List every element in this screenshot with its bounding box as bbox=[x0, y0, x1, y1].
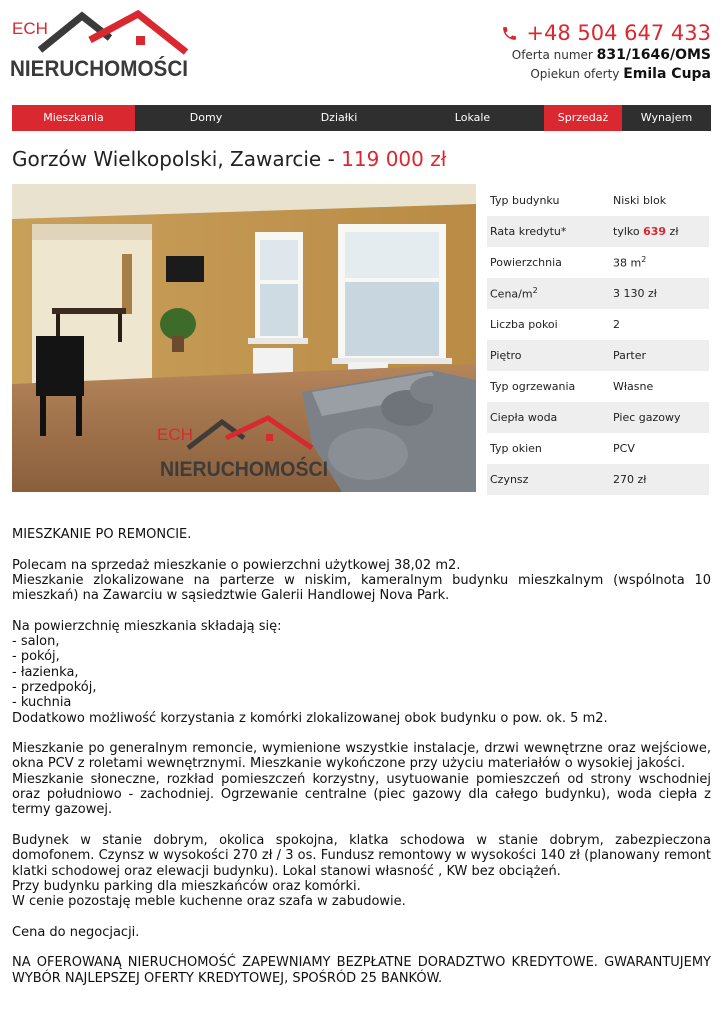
param-key: Rata kredytu* bbox=[490, 225, 567, 238]
contact-info bbox=[501, 20, 711, 84]
param-key: Typ budynku bbox=[490, 194, 560, 207]
description-line: Dodatkowo możliwość korzystania z komórki zlokalizowanej obok budynku o pow. ok. 5 m2. bbox=[12, 710, 608, 726]
room-list-item: - pokój, bbox=[12, 649, 60, 665]
param-value: 2 bbox=[613, 318, 620, 331]
param-value: Piec gazowy bbox=[613, 411, 681, 424]
description-paragraph: NA OFEROWANĄ NIERUCHOMOŚĆ ZAPEWNIAMY BEZPŁATNE DORADZTWO KREDYTOWE. GWARANTUJEMY WYBÓR NAJLEPSZEJ OFERTY KREDYTOWEJ, SPOŚRÓD 25 BANKÓW. bbox=[12, 955, 711, 986]
param-value: 270 zł bbox=[613, 473, 647, 486]
description-paragraph: Cena do negocjacji. bbox=[12, 924, 140, 940]
description-line: Polecam na sprzedaż mieszkanie o powierzchni użytkowej 38,02 m2. bbox=[12, 557, 461, 573]
param-key: Czynsz bbox=[490, 473, 529, 486]
logo-prefix: ECH bbox=[12, 19, 48, 38]
param-key: Powierzchnia bbox=[490, 256, 562, 269]
description-line: Mieszkanie słoneczne, rozkład pomieszczeń korzystny, usytuowanie pomieszczeń od strony wschodniej oraz południowo - zachodniej. Ogrzewanie centralne (piec gazowy dla całego budynku), woda ciepła z termy gazowej. bbox=[12, 771, 711, 818]
credit-amount: 639 bbox=[643, 225, 667, 238]
description-paragraph bbox=[12, 558, 711, 604]
param-row bbox=[487, 433, 709, 464]
watermark-name: NIERUCHOMOŚCI bbox=[160, 458, 341, 481]
nav-item-dzialki[interactable]: Działki bbox=[320, 111, 358, 124]
param-value: PCV bbox=[613, 442, 635, 455]
agent-label: Opiekun oferty bbox=[530, 67, 620, 81]
param-value: 3 130 zł bbox=[613, 287, 657, 300]
param-row bbox=[487, 464, 709, 495]
company-logo[interactable] bbox=[10, 10, 190, 82]
param-value: Własne bbox=[613, 380, 654, 393]
param-row bbox=[487, 309, 709, 340]
param-value bbox=[610, 255, 709, 270]
listing-description bbox=[12, 527, 711, 1001]
param-value bbox=[610, 225, 709, 238]
listing-photo[interactable] bbox=[12, 184, 476, 492]
area-sup: 2 bbox=[641, 255, 647, 265]
param-key: Liczba pokoi bbox=[490, 318, 558, 331]
property-params bbox=[487, 185, 709, 495]
area-value: 38 m bbox=[613, 256, 642, 270]
nav-item-mieszkania[interactable]: Mieszkania bbox=[12, 105, 135, 131]
phone-icon bbox=[501, 25, 518, 42]
listing-price: 119 000 zł bbox=[341, 147, 447, 171]
description-line: Mieszkanie po generalnym remoncie, wymienione wszystkie instalacje, drzwi wewnętrzne oraz wejściowe, okna PCV z roletami wewnętrznymi. Mieszkanie wykończone przy użyciu materiałów o wysokiej jakości. bbox=[12, 741, 711, 772]
price-per-m-sup: 2 bbox=[532, 286, 538, 296]
nav-item-domy[interactable]: Domy bbox=[189, 111, 223, 124]
param-row bbox=[487, 216, 709, 247]
room-list-item: - łazienka, bbox=[12, 664, 79, 680]
offer-number-label: Oferta numer bbox=[511, 48, 593, 62]
nav-item-wynajem[interactable]: Wynajem bbox=[640, 111, 693, 124]
logo-name: NIERUCHOMOŚCI bbox=[10, 56, 188, 81]
offer-number-line bbox=[501, 46, 711, 65]
description-line: Mieszkanie zlokalizowane na parterze w niskim, kameralnym budynku mieszkalnym (wspólnota 10 mieszkań) na Zawarciu w sąsiedztwie Galerii Handlowej Nova Park. bbox=[12, 572, 711, 604]
watermark-prefix: ECH bbox=[157, 425, 193, 444]
description-paragraph bbox=[12, 833, 711, 909]
param-key bbox=[487, 286, 610, 301]
param-row bbox=[487, 247, 709, 278]
room-list-item: - przedpokój, bbox=[12, 679, 97, 695]
listing-title bbox=[12, 146, 446, 172]
main-nav bbox=[12, 105, 711, 131]
price-per-m-label: Cena/m bbox=[490, 287, 533, 301]
param-row bbox=[487, 185, 709, 216]
listing-location: Gorzów Wielkopolski, Zawarcie - bbox=[12, 147, 342, 171]
param-row bbox=[487, 278, 709, 309]
room-list-item: - kuchnia bbox=[12, 695, 72, 711]
param-key: Ciepła woda bbox=[490, 411, 558, 424]
param-key: Typ okien bbox=[490, 442, 542, 455]
phone-number: +48 504 647 433 bbox=[526, 21, 711, 45]
credit-prefix: tylko bbox=[613, 225, 644, 238]
nav-item-sprzedaz[interactable]: Sprzedaż bbox=[544, 105, 622, 131]
description-line: W cenie pozostaję meble kuchenne oraz szafa w zabudowie. bbox=[12, 894, 406, 910]
description-paragraph bbox=[12, 619, 711, 726]
param-value: Parter bbox=[613, 349, 647, 362]
description-paragraph bbox=[12, 741, 711, 817]
description-line: Przy budynku parking dla mieszkańców oraz komórki. bbox=[12, 878, 361, 894]
param-key: Typ ogrzewania bbox=[490, 380, 576, 393]
description-line: Budynek w stanie dobrym, okolica spokojna, klatka schodowa w stanie dobrym, zabezpieczona domofonem. Czynsz w wysokości 270 zł / 3 os. Fundusz remontowy w wysokości 140 zł (planowany remont klatki schodowej oraz elewacji budynku). Lokal stanowi własność , KW bez obciążeń. bbox=[12, 832, 711, 879]
param-row bbox=[487, 402, 709, 433]
agent-line bbox=[501, 65, 711, 84]
room-list-item: - salon, bbox=[12, 634, 60, 650]
offer-number: 831/1646/OMS bbox=[596, 47, 711, 63]
param-row bbox=[487, 340, 709, 371]
param-row bbox=[487, 371, 709, 402]
param-key: Piętro bbox=[490, 349, 522, 362]
agent-name: Emila Cupa bbox=[623, 66, 711, 82]
description-heading: MIESZKANIE PO REMONCIE. bbox=[12, 527, 192, 542]
credit-suffix: zł bbox=[666, 225, 679, 238]
description-line: Na powierzchnię mieszkania składają się: bbox=[12, 618, 282, 634]
nav-item-lokale[interactable]: Lokale bbox=[454, 111, 491, 124]
param-value: Niski blok bbox=[613, 194, 667, 207]
phone-link[interactable] bbox=[501, 20, 711, 46]
